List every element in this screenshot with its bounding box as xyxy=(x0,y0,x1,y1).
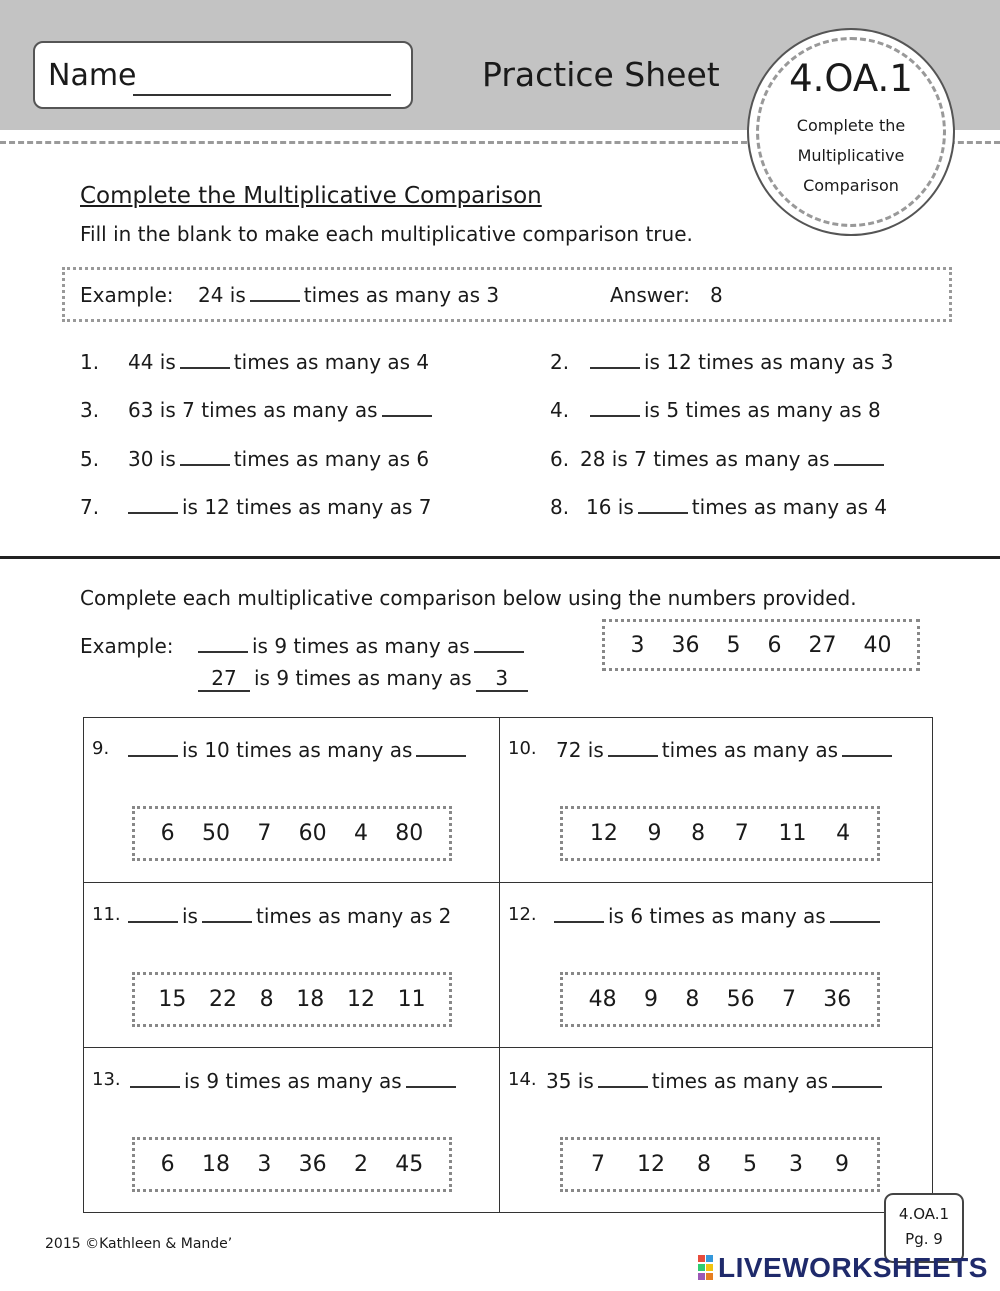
cell-13-number-bank: 6 18 3 36 2 45 xyxy=(132,1137,452,1192)
cell-10-number-bank: 12 9 8 7 11 4 xyxy=(560,806,880,861)
section-divider xyxy=(0,556,1000,559)
problem-1-blank[interactable] xyxy=(180,367,230,369)
section1-instructions: Fill in the blank to make each multiplicative comparison true. xyxy=(80,222,693,246)
badge-code: 4.OA.1 xyxy=(789,57,913,100)
section2-example-line1: is 9 times as many as xyxy=(198,634,528,658)
section2-example-line2: 27 is 9 times as many as 3 xyxy=(198,666,528,692)
cell-10-number: 10. xyxy=(508,738,537,759)
answer-value: 8 xyxy=(710,283,723,307)
cell-14-sentence: 35 is times as many as xyxy=(546,1069,886,1093)
cell-10-sentence: 72 is times as many as xyxy=(556,738,896,762)
cell-12-number-bank: 48 9 8 56 7 36 xyxy=(560,972,880,1027)
problem-4: 4. is 5 times as many as 8 xyxy=(550,398,881,422)
name-input-line[interactable] xyxy=(133,94,391,96)
problem-8: 8. 16 is times as many as 4 xyxy=(550,495,888,519)
copyright: 2015 ©Kathleen & Mande’ xyxy=(45,1236,233,1252)
problem-1: 1. 44 is times as many as 4 xyxy=(80,350,430,374)
cell-9-number-bank: 6 50 7 60 4 80 xyxy=(132,806,452,861)
liveworksheets-brand[interactable]: LIVEWORKSHEETS xyxy=(718,1252,988,1283)
problem-3-blank[interactable] xyxy=(382,415,432,417)
example-label: Example: xyxy=(80,283,174,307)
section1-title: Complete the Multiplicative Comparison xyxy=(80,183,542,209)
cell-9-number: 9. xyxy=(92,738,110,759)
problem-7: 7. is 12 times as many as 7 xyxy=(80,495,432,519)
problem-3: 3. 63 is 7 times as many as xyxy=(80,398,436,422)
example-blank xyxy=(250,300,300,302)
cell-11-sentence: is times as many as 2 xyxy=(128,904,451,928)
example-box xyxy=(62,267,952,322)
page-number: Pg. 9 xyxy=(905,1230,943,1248)
cell-14-number: 14. xyxy=(508,1069,537,1090)
cell-13-number: 13. xyxy=(92,1069,121,1090)
cell-13-sentence: is 9 times as many as xyxy=(130,1069,460,1093)
answer-label: Answer: xyxy=(610,283,691,307)
problem-6: 6. 28 is 7 times as many as xyxy=(550,447,888,471)
problem-7-blank[interactable] xyxy=(128,512,178,514)
problem-4-blank[interactable] xyxy=(590,415,640,417)
section2-example-label: Example: xyxy=(80,634,174,658)
problem-8-blank[interactable] xyxy=(638,512,688,514)
page-code: 4.OA.1 xyxy=(898,1205,950,1223)
cell-12-number: 12. xyxy=(508,904,537,925)
example-number-bank: 3 36 5 6 27 40 xyxy=(602,619,920,671)
cell-9-sentence: is 10 times as many as xyxy=(128,738,470,762)
cell-11-number-bank: 15 22 8 18 12 11 xyxy=(132,972,452,1027)
liveworksheets-logo-icon xyxy=(698,1255,714,1281)
badge-line1: Complete the xyxy=(796,116,906,135)
problem-6-blank[interactable] xyxy=(834,464,884,466)
problem-5: 5. 30 is times as many as 6 xyxy=(80,447,430,471)
problem-2: 2. is 12 times as many as 3 xyxy=(550,350,894,374)
cell-12-sentence: is 6 times as many as xyxy=(554,904,884,928)
sheet-title: Practice Sheet xyxy=(482,55,720,94)
name-label: Name xyxy=(48,58,137,93)
problem-2-blank[interactable] xyxy=(590,367,640,369)
example-sentence: 24 is times as many as 3 xyxy=(198,283,500,307)
cell-14-number-bank: 7 12 8 5 3 9 xyxy=(560,1137,880,1192)
badge-line2: Multiplicative xyxy=(797,146,905,165)
section2-instructions: Complete each multiplicative comparison below using the numbers provided. xyxy=(80,586,857,610)
cell-11-number: 11. xyxy=(92,904,121,925)
problem-5-blank[interactable] xyxy=(180,464,230,466)
badge-line3: Comparison xyxy=(803,176,899,195)
